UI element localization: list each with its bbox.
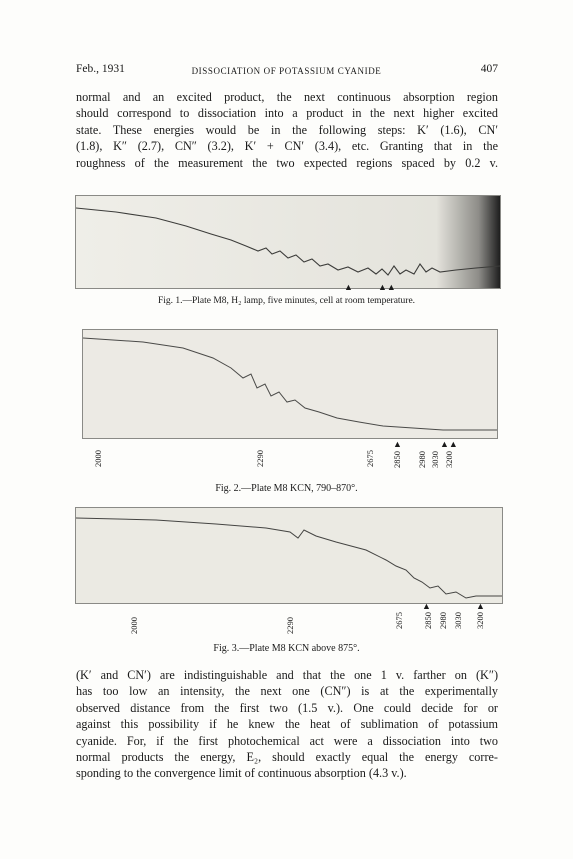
paragraph-discussion [76, 667, 498, 782]
wavelength-label: 2290 [285, 617, 295, 634]
running-header-title: DISSOCIATION OF POTASSIUM CYANIDE [191, 66, 382, 76]
running-header-date: Feb., 1931 [76, 63, 125, 75]
arrow-up-icon: ▲ [422, 601, 431, 611]
wavelength-label: 2675 [365, 450, 375, 467]
figure-1-plate [75, 195, 501, 289]
text-line: (K′ and CN′) are indistinguishable and that the one 1 v. farther on (K″) [76, 668, 498, 682]
figure-1-spectrum [76, 196, 500, 288]
arrow-up-icon: ▲▲ [440, 439, 458, 449]
page-number: 407 [480, 63, 498, 75]
figure-3-spectrum [76, 508, 502, 603]
text-line: normal and an excited product, the next continuous absorption region [76, 90, 498, 104]
arrow-up-icon: ▲ [393, 439, 402, 449]
text-line: has too low an intensity, the next one (CN″) is at the experimentally [76, 684, 498, 699]
text-line: observed distance from the first two (1.5 v.). One could decide for or [76, 700, 498, 715]
figure-2-caption: Fig. 2.—Plate M8 KCN, 790–870°. [215, 483, 358, 494]
wavelength-label: 3030 [430, 451, 440, 468]
wavelength-label: 2290 [255, 450, 265, 467]
text-line: cyanide. For, if the first photochemical act were a dissociation into two [76, 733, 498, 748]
text-line: normal products the energy, E₂, should exactly equal the energy corre- [76, 750, 498, 765]
wavelength-label: 2000 [93, 450, 103, 467]
text-line: against this possibility if he knew the heat of sublimation of potassium [76, 717, 498, 732]
text-line: roughness of the measurement the two expected regions spaced by 0.2 v. [76, 155, 498, 170]
wavelength-label: 2850 [423, 612, 433, 629]
figure-3-plate [75, 507, 503, 604]
text-line: should correspond to dissociation into a product in the next higher excited [76, 106, 498, 121]
wavelength-label: 3200 [475, 612, 485, 629]
arrow-up-icon: ▲ [344, 282, 353, 292]
paragraph-intro [76, 89, 498, 171]
wavelength-label: 3200 [444, 451, 454, 468]
wavelength-label: 2850 [392, 451, 402, 468]
wavelength-label: 3030 [453, 612, 463, 629]
figure-1-caption: Fig. 1.—Plate M8, H₂ lamp, five minutes, cell at room temperature. [157, 296, 416, 306]
wavelength-label: 2980 [438, 612, 448, 629]
text-line: sponding to the convergence limit of continuous absorption (4.3 v.). [76, 766, 407, 781]
figure-2-plate [82, 329, 498, 439]
arrow-up-icon: ▲ [476, 601, 485, 611]
wavelength-label: 2980 [417, 451, 427, 468]
arrow-up-icon: ▲▲ [378, 282, 396, 292]
wavelength-label: 2000 [129, 617, 139, 634]
text-line: (1.8), K″ (2.7), CN″ (3.2), K′ + CN′ (3.4), etc. Granting that in the [76, 139, 498, 154]
figure-3-caption: Fig. 3.—Plate M8 KCN above 875°. [213, 643, 360, 654]
wavelength-label: 2675 [394, 612, 404, 629]
text-line: state. These energies would be in the following steps: K′ (1.6), CN′ [76, 122, 498, 137]
figure-2-spectrum [83, 330, 497, 438]
